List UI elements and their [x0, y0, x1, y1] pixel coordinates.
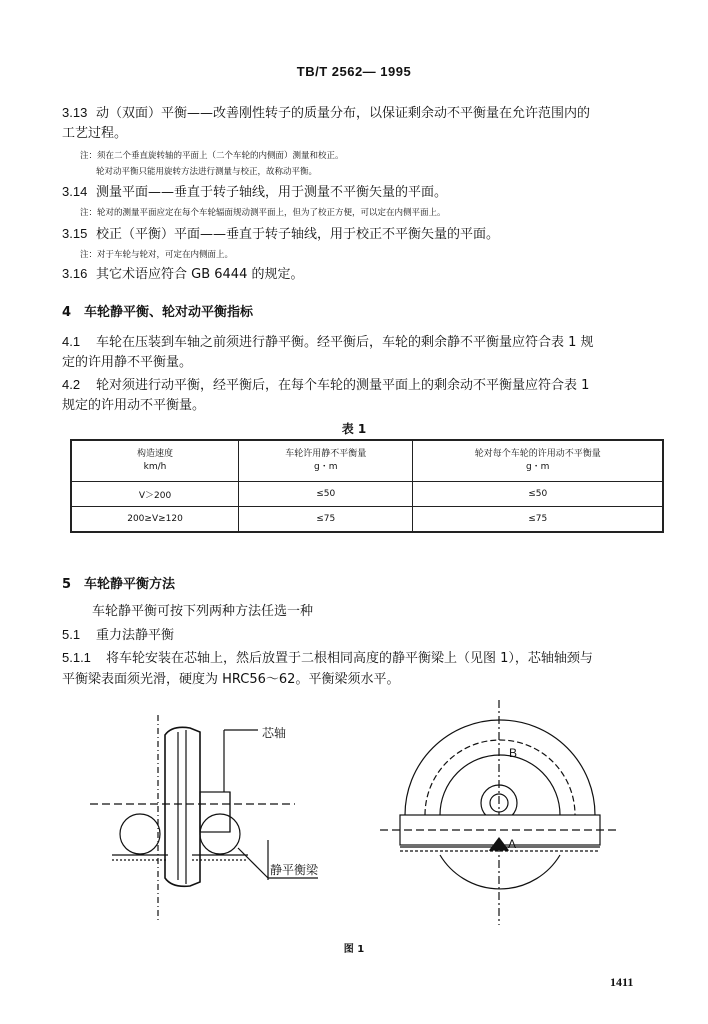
clause-text: 轮对须进行动平衡，经平衡后，在每个车轮的测量平面上的剩余动不平衡量应符合表 1 — [96, 378, 590, 393]
clause-5-1-1 — [62, 649, 662, 668]
clause-3-16 — [62, 265, 662, 284]
clause-text: 校正（平衡）平面——垂直于转子轴线，用于校正不平衡矢量的平面。 — [96, 227, 500, 242]
section-number: 5 — [62, 577, 72, 592]
clause-3-14 — [62, 183, 662, 202]
note-3-13-2: 轮对动平衡只能用旋转方法进行测量与校正，故称动平衡。 — [96, 167, 318, 177]
section-4-heading — [62, 301, 253, 320]
table-cell: 200≥V≥120 — [71, 507, 239, 533]
table-row — [71, 507, 663, 533]
table-cell: ≤75 — [239, 507, 413, 533]
table-cell: ≤50 — [239, 482, 413, 507]
clause-text: 重力法静平衡 — [96, 628, 175, 643]
clause-number: 5.1.1 — [62, 650, 91, 665]
figure-1 — [0, 690, 708, 930]
header-unit: g・m — [313, 462, 338, 472]
table-header-row — [71, 440, 663, 482]
clause-5-1-1-continued: 平衡梁表面须光滑，硬度为 HRC56～62。平衡梁须水平。 — [62, 672, 400, 687]
table-row — [71, 482, 663, 507]
header-line: 轮对每个车轮的许用动不平衡量 — [474, 449, 601, 459]
label-point-a: A — [508, 837, 517, 851]
clause-4-1-continued: 定的许用静不平衡量。 — [62, 355, 193, 370]
table-1 — [70, 439, 664, 533]
note-3-13-1: 注：须在二个垂直旋转轴的平面上（二个车轮的内侧面）测量和校正。 — [80, 151, 344, 161]
clause-number: 4.1 — [62, 334, 81, 349]
table-cell: V＞200 — [71, 482, 239, 507]
header-static-unbalance — [239, 440, 413, 482]
clause-number: 3.16 — [62, 266, 88, 281]
section-5-heading — [62, 573, 175, 592]
clause-3-13 — [62, 104, 662, 123]
table-cell: ≤75 — [413, 507, 663, 533]
clause-3-15 — [62, 225, 662, 244]
section-number: 4 — [62, 305, 72, 320]
standard-header: TB/T 2562— 1995 — [296, 64, 412, 79]
label-mandrel: 芯轴 — [262, 726, 287, 740]
clause-number: 4.2 — [62, 377, 81, 392]
clause-4-2 — [62, 376, 662, 395]
clause-number: 3.13 — [62, 105, 88, 120]
figure-1-caption: 图 1 — [343, 944, 365, 955]
clause-4-1 — [62, 333, 662, 352]
section-title: 车轮静平衡方法 — [84, 577, 176, 592]
clause-4-2-continued: 规定的许用动不平衡量。 — [62, 398, 206, 413]
label-point-b: B — [509, 746, 518, 760]
note-3-15: 注：对于车轮与轮对，可定在内侧面上。 — [80, 250, 234, 260]
clause-number: 3.15 — [62, 226, 88, 241]
header-speed — [71, 440, 239, 482]
clause-5-1 — [62, 626, 662, 645]
section-5-intro: 车轮静平衡可按下列两种方法任选一种 — [92, 604, 314, 619]
table-cell: ≤50 — [413, 482, 663, 507]
clause-text: 将车轮安装在芯轴上，然后放置于二根相同高度的静平衡梁上（见图 1），芯轴轴颈与 — [106, 651, 593, 666]
header-unit: g・m — [525, 462, 550, 472]
header-line: 构造速度 — [137, 449, 174, 459]
wheel-front-view — [380, 700, 620, 925]
label-beam: 静平衡梁 — [270, 863, 319, 877]
clause-3-13-continued: 工艺过程。 — [62, 126, 128, 141]
wheel-side-view — [90, 715, 318, 920]
table-1-caption: 表 1 — [341, 422, 367, 436]
header-line: 车轮许用静不平衡量 — [285, 449, 367, 459]
clause-text: 其它术语应符合 GB 6444 的规定。 — [96, 267, 304, 282]
header-unit: km/h — [143, 462, 167, 472]
clause-text: 车轮在压装到车轴之前须进行静平衡。经平衡后，车轮的剩余静不平衡量应符合表 1 规 — [96, 335, 594, 350]
header-dynamic-unbalance — [413, 440, 663, 482]
section-title: 车轮静平衡、轮对动平衡指标 — [84, 305, 254, 320]
note-3-14: 注：轮对的测量平面应定在每个车轮辐面规动测平面上，但为了校正方便，可以定在内侧平面上。 — [80, 208, 446, 218]
clause-number: 5.1 — [62, 627, 81, 642]
clause-text: 动（双面）平衡——改善刚性转子的质量分布，以保证剩余动不平衡量在允许范围内的 — [96, 106, 591, 121]
clause-text: 测量平面——垂直于转子轴线，用于测量不平衡矢量的平面。 — [96, 185, 448, 200]
page-number: 1411 — [610, 975, 634, 989]
clause-number: 3.14 — [62, 184, 88, 199]
